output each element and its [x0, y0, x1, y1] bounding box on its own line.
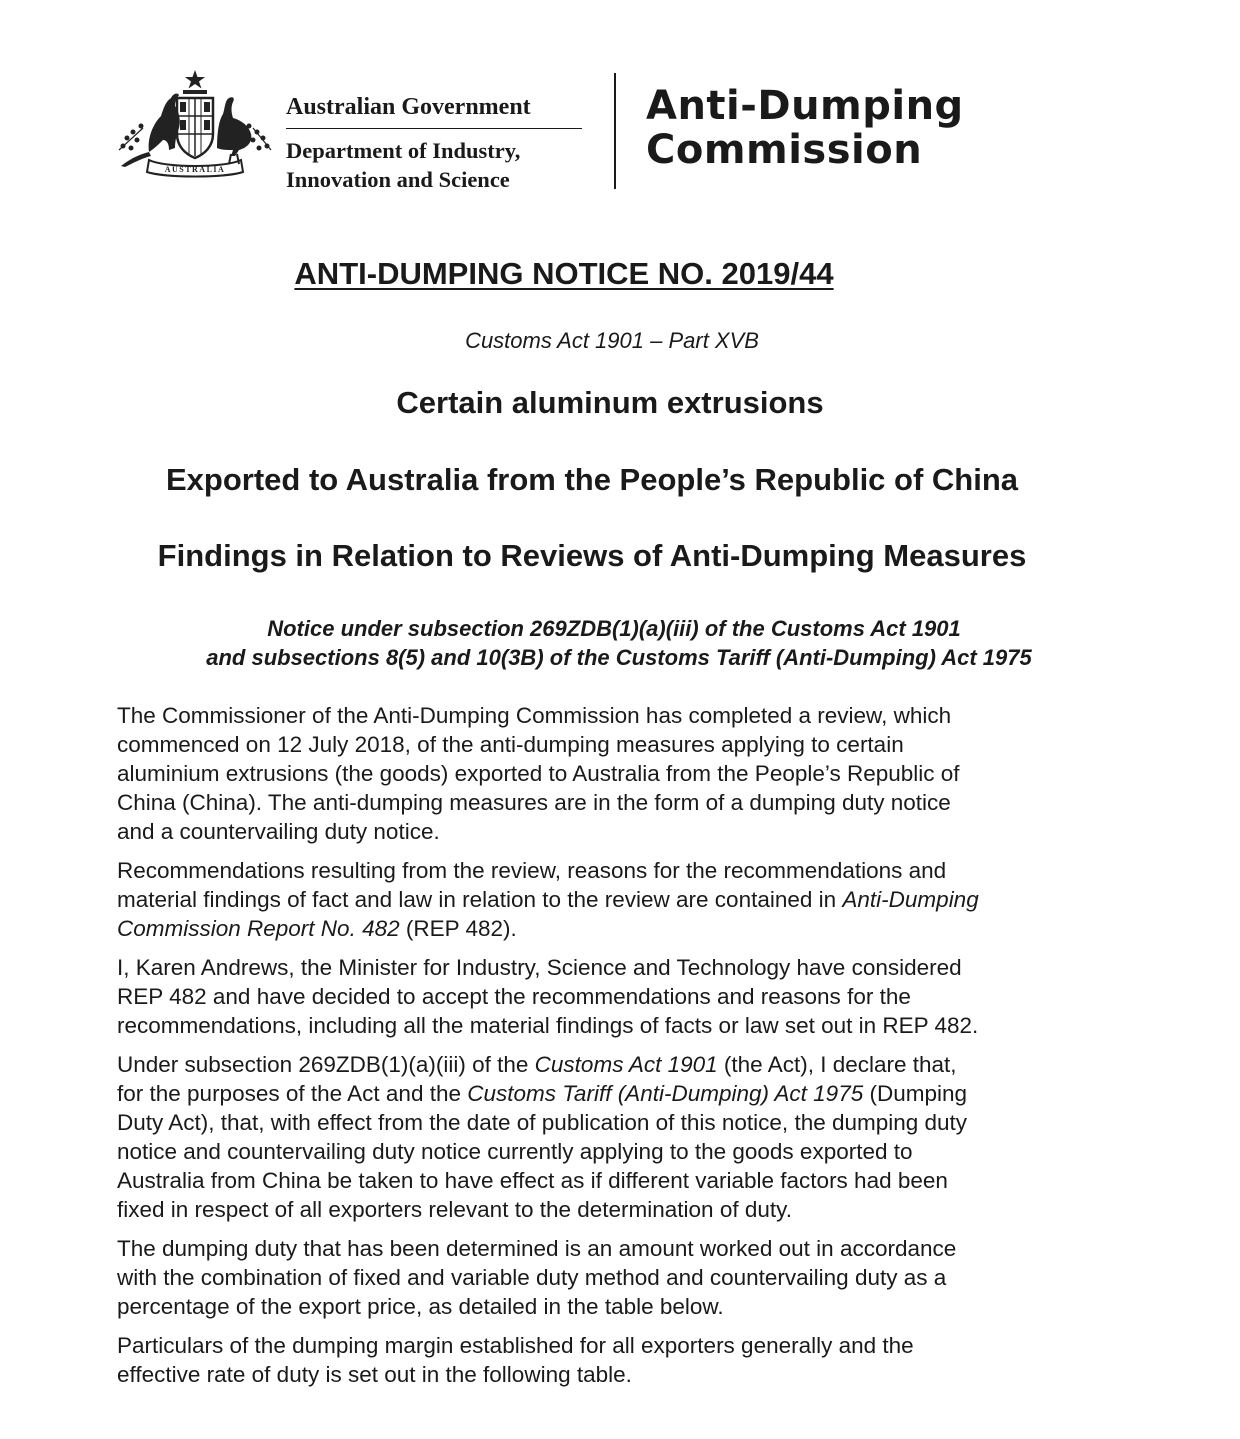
paragraph-particulars	[117, 1331, 1087, 1389]
text-line: The Commissioner of the Anti-Dumping Commission has completed a review, which	[117, 703, 952, 728]
text-line: for the purposes of the Act and the Customs Tariff (Anti-Dumping) Act 1975 (Dumping	[117, 1081, 968, 1106]
text-line: notice and countervailing duty notice currently applying to the goods exported to	[117, 1139, 913, 1164]
crest-star-icon	[185, 70, 205, 89]
text-line: I, Karen Andrews, the Minister for Industry, Science and Technology have considered	[117, 955, 962, 980]
text-line: China (China). The anti-dumping measures are in the form of a dumping duty notice	[117, 790, 951, 815]
text-line: and a countervailing duty notice.	[117, 819, 440, 844]
text-line: Commission Report No. 482 (REP 482).	[117, 916, 517, 941]
text-line: Australia from China be taken to have effect as if different variable factors had been	[117, 1168, 948, 1193]
act-title: Customs Act 1901	[534, 1052, 718, 1077]
dept-line-2: Innovation and Science	[286, 167, 510, 192]
notice-number-text: ANTI-DUMPING NOTICE NO. 2019/44	[294, 256, 834, 291]
act-title: Customs Tariff (Anti-Dumping) Act 1975	[467, 1081, 864, 1106]
text-line: fixed in respect of all exporters relevant to the determination of duty.	[117, 1197, 792, 1222]
kangaroo-icon	[149, 94, 180, 152]
report-title: Anti-Dumping	[842, 887, 979, 912]
act-reference: Customs Act 1901 – Part XVB	[465, 328, 759, 353]
paragraph-declaration	[117, 1050, 1087, 1224]
notice-number	[0, 255, 1184, 293]
paragraph-review-completed	[117, 701, 1087, 846]
emu-icon	[217, 97, 251, 156]
notice-under-line-2: and subsections 8(5) and 10(3B) of the Customs Tariff (Anti-Dumping) Act 1975	[206, 645, 1032, 670]
commission-name	[646, 84, 964, 172]
text-line: Duty Act), that, with effect from the date of publication of this notice, the dumping duty	[117, 1110, 968, 1135]
text-line: Under subsection 269ZDB(1)(a)(iii) of the Customs Act 1901 (the Act), I declare that,	[117, 1052, 957, 1077]
notice-body	[117, 701, 1087, 1399]
gov-name: Australian Government	[286, 92, 582, 129]
commonwealth-coat-of-arms	[113, 68, 275, 180]
text-line: recommendations, including all the material findings of facts or law set out in REP 482.	[117, 1013, 979, 1038]
text-line: Recommendations resulting from the review, reasons for the recommendations and	[117, 858, 947, 883]
commission-line-2: Commission	[646, 127, 923, 173]
text-line: material findings of fact and law in relation to the review are contained in Anti-Dumping	[117, 887, 979, 912]
text-line: percentage of the export price, as detailed in the table below.	[117, 1294, 724, 1319]
text-line: effective rate of duty is set out in the following table.	[117, 1362, 632, 1387]
text-line: The dumping duty that has been determined is an amount worked out in accordance	[117, 1236, 957, 1261]
header-divider	[614, 73, 616, 189]
notice-under-subsection	[0, 614, 1240, 672]
goods-title: Certain aluminum extrusions	[396, 385, 824, 420]
text-line: aluminium extrusions (the goods) exported to Australia from the People’s Republic of	[117, 761, 960, 786]
paragraph-recommendations	[117, 856, 1087, 943]
findings-title: Findings in Relation to Reviews of Anti-Dumping Measures	[157, 538, 1027, 573]
crest-motto: AUSTRALIA	[164, 165, 226, 174]
text-line: Particulars of the dumping margin established for all exporters generally and the	[117, 1333, 914, 1358]
commission-line-1: Anti-Dumping	[646, 83, 964, 129]
paragraph-minister-decision	[117, 953, 1087, 1040]
origin-title: Exported to Australia from the People’s Republic of China	[165, 462, 1019, 497]
text-line: REP 482 and have decided to accept the recommendations and reasons for the	[117, 984, 911, 1009]
text-line: commenced on 12 July 2018, of the anti-dumping measures applying to certain	[117, 732, 904, 757]
text-line: with the combination of fixed and variable duty method and countervailing duty as a	[117, 1265, 947, 1290]
report-title: Commission Report No. 482	[117, 916, 400, 941]
notice-under-line-1: Notice under subsection 269ZDB(1)(a)(iii) of the Customs Act 1901	[267, 616, 961, 641]
dept-line-1: Department of Industry,	[286, 138, 521, 163]
government-wordmark	[286, 92, 582, 194]
paragraph-duty-determined	[117, 1234, 1087, 1321]
